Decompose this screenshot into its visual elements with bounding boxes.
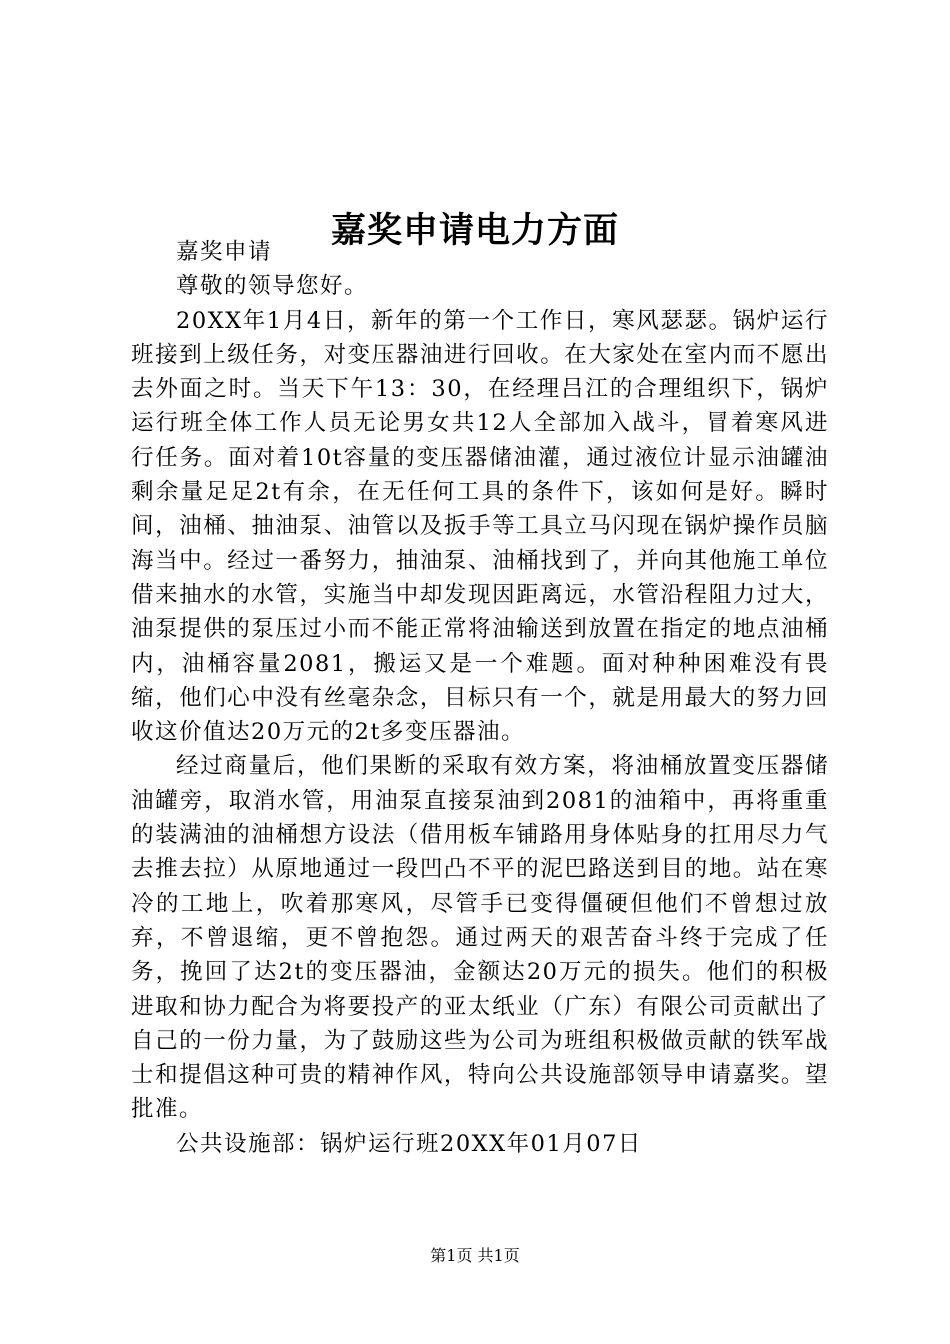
body-paragraph: 20XX年1月4日，新年的第一个工作日，寒风瑟瑟。锅炉运行班接到上级任务，对变压器油进行回收。在大家处在室内而不愿出去外面之时。当天下午13：30，在经理吕江的合理组织下，锅炉运行班全体工作人员无论男女共12人全部加入战斗，冒着寒风进行任务。面对着10t容量的变压器储油灌，通过液位计显示油罐油剩余量足足2t有余，在无任何工具的条件下，该如何是好。瞬时间，油桶、抽油泵、油管以及扳手等工具立马闪现在锅炉操作员脑海当中。经过一番努力，抽油泵、油桶找到了，并向其他施工单位借来抽水的水管，实施当中却发现因距离远，水管沿程阻力过大，油泵提供的泵压过小而不能正常将油输送到放置在指定的地点油桶内，油桶容量2081，搬运又是一个难题。面对种种困难没有畏缩，他们心中没有丝毫杂念，目标只有一个，就是用最大的努力回收这价值达20万元的2t多变压器油。 [131,307,829,746]
page-number-footer: 第1页 共1页 [430,1246,520,1265]
signature-line: 公共设施部：锅炉运行班20XX年01月07日 [176,1130,642,1157]
greeting-paragraph: 尊敬的领导您好。 [176,273,369,300]
document-title: 嘉奖申请电力方面 [330,210,619,252]
body-paragraph: 经过商量后，他们果断的采取有效方案，将油桶放置变压器储油罐旁，取消水管，用油泵直接泵油到2081的油箱中，再将重重的装满油的油桶想方设法（借用板车铺路用身体贴身的扛用尽力气去推去拉）从原地通过一段凹凸不平的泥巴路送到目的地。站在寒冷的工地上，吹着那寒风，尽管手已变得僵硬但他们不曾想过放弃，不曾退缩，更不曾抱怨。通过两天的艰苦奋斗终于完成了任务，挽回了达2t的变压器油，金额达20万元的损失。他们的积极进取和协力配合为将要投产的亚太纸业（广东）有限公司贡献出了自己的一份力量，为了鼓励这些为公司为班组积极做贡献的铁军战士和提倡这种可贵的精神作风，特向公共设施部领导申请嘉奖。望批准。 [131,753,829,1123]
document-body [131,235,829,1161]
salutation-heading: 嘉奖申请 [176,239,273,265]
